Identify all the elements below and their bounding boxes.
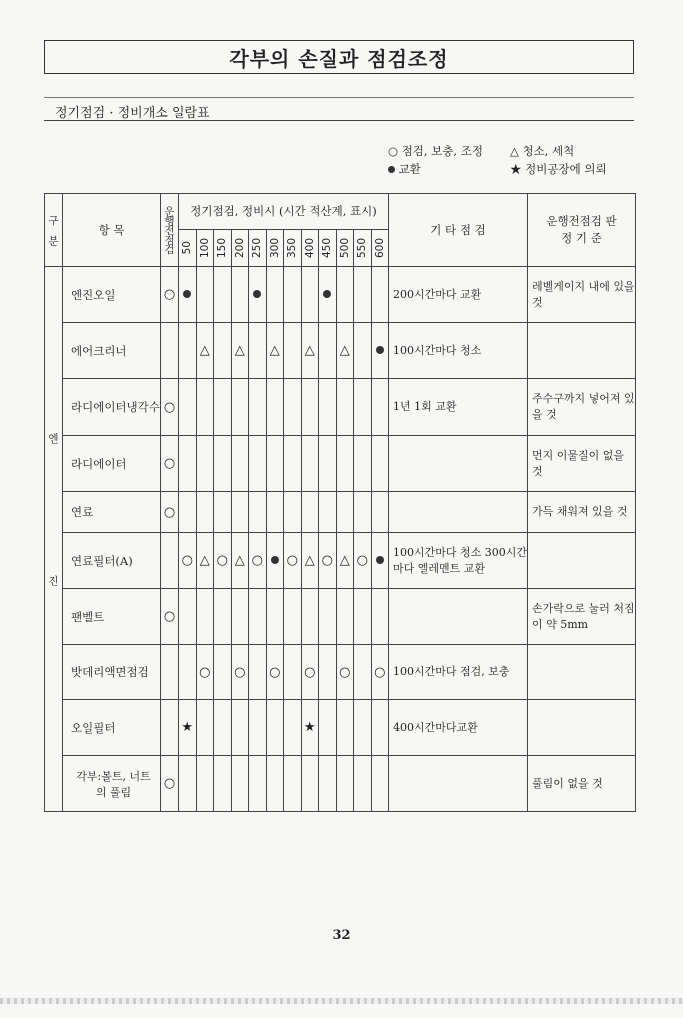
other-check: 100시간마다 청소 xyxy=(389,323,528,379)
interval-mark xyxy=(179,267,197,323)
interval-mark: ○ xyxy=(301,645,319,700)
other-check: 100시간마다 청소 300시간마다 엘레멘트 교환 xyxy=(389,533,528,589)
category-label: 엔 진 xyxy=(47,432,59,646)
interval-mark xyxy=(231,436,249,492)
interval-mark xyxy=(284,267,302,323)
criteria xyxy=(528,533,636,589)
hour-header xyxy=(231,230,249,267)
legend-star: ★ 정비공장에 의뢰 xyxy=(510,162,607,176)
page-title xyxy=(44,40,634,74)
interval-mark xyxy=(179,756,197,812)
table-row xyxy=(45,436,636,492)
interval-mark xyxy=(301,267,319,323)
interval-mark xyxy=(214,379,232,436)
header-category xyxy=(45,194,63,267)
hour-label: 150 xyxy=(216,237,229,259)
pre-check-mark: ○ xyxy=(161,436,179,492)
interval-mark xyxy=(336,700,354,756)
criteria: 풀림이 없을 것 xyxy=(528,756,636,812)
other-check: 400시간마다교환 xyxy=(389,700,528,756)
other-check: 1년 1회 교환 xyxy=(389,379,528,436)
interval-mark xyxy=(249,492,267,533)
interval-mark xyxy=(301,492,319,533)
item-name: 라디에이터 xyxy=(63,436,161,492)
pre-check-mark: ○ xyxy=(161,267,179,323)
criteria xyxy=(528,323,636,379)
interval-mark xyxy=(231,379,249,436)
header-other-check: 기 타 점 검 xyxy=(389,194,528,267)
table-row xyxy=(45,492,636,533)
pre-check-mark xyxy=(161,645,179,700)
interval-mark xyxy=(301,436,319,492)
hour-label: 200 xyxy=(233,237,246,259)
interval-mark xyxy=(196,589,214,645)
pre-check-mark xyxy=(161,700,179,756)
interval-mark: ○ xyxy=(249,533,267,589)
replace-dot-icon xyxy=(376,556,384,564)
other-check xyxy=(389,589,528,645)
interval-mark xyxy=(249,645,267,700)
item-name: 연료필터(A) xyxy=(63,533,161,589)
criteria: 레벨게이지 내에 있을 것 xyxy=(528,267,636,323)
interval-mark: ○ xyxy=(319,533,337,589)
interval-mark xyxy=(319,492,337,533)
hour-label: 350 xyxy=(286,237,299,259)
interval-mark xyxy=(214,589,232,645)
interval-mark xyxy=(249,323,267,379)
item-name: 팬벨트 xyxy=(63,589,161,645)
table-row xyxy=(45,267,636,323)
interval-mark: △ xyxy=(231,323,249,379)
legend-dot-label: 교환 xyxy=(398,162,421,176)
interval-mark xyxy=(249,379,267,436)
pre-check-mark: ○ xyxy=(161,379,179,436)
interval-mark xyxy=(354,267,372,323)
header-pre-check-text: 운행전점검 xyxy=(163,206,175,254)
interval-mark xyxy=(266,492,284,533)
interval-mark xyxy=(284,645,302,700)
interval-mark xyxy=(319,756,337,812)
interval-mark xyxy=(249,436,267,492)
interval-mark xyxy=(266,533,284,589)
replace-dot-icon xyxy=(323,290,331,298)
section-subtitle: 정기점검 · 정비개소 일람표 xyxy=(55,106,210,121)
table-row xyxy=(45,700,636,756)
interval-mark: ○ xyxy=(214,533,232,589)
other-check: 100시간마다 점검, 보충 xyxy=(389,645,528,700)
interval-mark xyxy=(319,645,337,700)
interval-mark xyxy=(354,323,372,379)
replace-dot-icon xyxy=(376,346,384,354)
replace-dot-icon xyxy=(183,290,191,298)
interval-mark xyxy=(196,267,214,323)
interval-mark: ○ xyxy=(196,645,214,700)
interval-mark xyxy=(284,756,302,812)
interval-mark xyxy=(336,589,354,645)
interval-mark xyxy=(371,323,389,379)
interval-mark xyxy=(371,756,389,812)
hour-header xyxy=(319,230,337,267)
interval-mark xyxy=(266,379,284,436)
pre-check-mark xyxy=(161,323,179,379)
item-name: 각부:볼트, 너트 의 풀림 xyxy=(63,756,161,812)
hour-header xyxy=(266,230,284,267)
divider xyxy=(44,120,634,121)
criteria: 손가락으로 눌러 처짐이 약 5mm xyxy=(528,589,636,645)
interval-mark xyxy=(371,700,389,756)
interval-mark xyxy=(266,589,284,645)
interval-mark xyxy=(336,379,354,436)
hour-label: 400 xyxy=(303,237,316,259)
interval-mark xyxy=(336,267,354,323)
table-row xyxy=(45,323,636,379)
dot-icon xyxy=(388,166,395,173)
item-name: 오일필터 xyxy=(63,700,161,756)
interval-mark xyxy=(371,533,389,589)
hour-label: 50 xyxy=(181,241,194,255)
interval-mark xyxy=(319,379,337,436)
interval-mark xyxy=(354,756,372,812)
header-pre-check xyxy=(161,194,179,267)
hour-header xyxy=(336,230,354,267)
category-cell xyxy=(45,267,63,812)
interval-mark: ★ xyxy=(179,700,197,756)
interval-mark: ○ xyxy=(336,645,354,700)
hour-label: 250 xyxy=(251,237,264,259)
other-check xyxy=(389,436,528,492)
interval-mark: △ xyxy=(301,323,319,379)
interval-mark xyxy=(179,436,197,492)
item-name: 엔진오일 xyxy=(63,267,161,323)
interval-mark xyxy=(249,589,267,645)
legend-triangle: △ 청소, 세척 xyxy=(510,144,575,158)
legend-circle: ○ 점검, 보충, 조정 xyxy=(388,144,483,158)
interval-mark xyxy=(319,267,337,323)
interval-mark xyxy=(196,756,214,812)
table-row xyxy=(45,756,636,812)
hour-header xyxy=(301,230,319,267)
interval-mark xyxy=(231,267,249,323)
interval-mark xyxy=(249,756,267,812)
hour-label: 450 xyxy=(321,237,334,259)
interval-mark: △ xyxy=(266,323,284,379)
pre-check-mark: ○ xyxy=(161,492,179,533)
interval-mark xyxy=(231,589,249,645)
interval-mark xyxy=(179,323,197,379)
interval-mark xyxy=(214,323,232,379)
interval-mark xyxy=(179,492,197,533)
interval-mark: ★ xyxy=(301,700,319,756)
table-row xyxy=(45,645,636,700)
interval-mark xyxy=(354,379,372,436)
replace-dot-icon xyxy=(271,556,279,564)
interval-mark xyxy=(371,267,389,323)
criteria xyxy=(528,700,636,756)
interval-mark xyxy=(354,492,372,533)
hour-header xyxy=(196,230,214,267)
criteria: 가득 채워져 있을 것 xyxy=(528,492,636,533)
pre-check-mark: ○ xyxy=(161,589,179,645)
hour-label: 550 xyxy=(356,237,369,259)
legend-dot xyxy=(388,161,421,177)
interval-mark xyxy=(196,436,214,492)
criteria: 먼지 이물질이 없을 것 xyxy=(528,436,636,492)
interval-mark xyxy=(354,436,372,492)
interval-mark: ○ xyxy=(266,645,284,700)
interval-mark: ○ xyxy=(231,645,249,700)
interval-mark: △ xyxy=(336,323,354,379)
interval-mark xyxy=(179,645,197,700)
interval-mark xyxy=(284,436,302,492)
page-title-text: 각부의 손질과 점검조정 xyxy=(229,46,449,71)
interval-mark xyxy=(214,700,232,756)
maintenance-table xyxy=(44,193,636,812)
header-item: 항 목 xyxy=(63,194,161,267)
header-periodic: 정기점검, 정비시 (시간 적산계, 표시) xyxy=(179,194,389,230)
table-row xyxy=(45,533,636,589)
interval-mark: △ xyxy=(231,533,249,589)
interval-mark xyxy=(196,492,214,533)
criteria: 주수구까지 넣어져 있을 것 xyxy=(528,379,636,436)
other-check: 200시간마다 교환 xyxy=(389,267,528,323)
hour-header xyxy=(214,230,232,267)
item-name: 밧데리액면점검 xyxy=(63,645,161,700)
interval-mark xyxy=(319,700,337,756)
interval-mark xyxy=(196,379,214,436)
interval-mark xyxy=(214,756,232,812)
interval-mark xyxy=(266,436,284,492)
header-category-text: 구 분 xyxy=(47,215,59,245)
interval-mark xyxy=(249,267,267,323)
interval-mark: △ xyxy=(196,533,214,589)
interval-mark xyxy=(371,436,389,492)
other-check xyxy=(389,756,528,812)
interval-mark xyxy=(214,436,232,492)
interval-mark xyxy=(284,323,302,379)
interval-mark: ○ xyxy=(179,533,197,589)
interval-mark xyxy=(231,700,249,756)
interval-mark xyxy=(266,700,284,756)
interval-mark: △ xyxy=(196,323,214,379)
item-name: 라디에이터냉각수 xyxy=(63,379,161,436)
interval-mark xyxy=(301,756,319,812)
interval-mark xyxy=(371,589,389,645)
interval-mark xyxy=(249,700,267,756)
criteria xyxy=(528,645,636,700)
interval-mark xyxy=(336,756,354,812)
interval-mark xyxy=(354,589,372,645)
hour-label: 100 xyxy=(198,237,211,259)
interval-mark xyxy=(231,492,249,533)
interval-mark xyxy=(336,492,354,533)
hour-label: 300 xyxy=(268,237,281,259)
interval-mark xyxy=(354,700,372,756)
hour-header xyxy=(284,230,302,267)
interval-mark: ○ xyxy=(284,533,302,589)
hour-header xyxy=(179,230,197,267)
interval-mark xyxy=(319,323,337,379)
header-criteria: 운행전점검 판 정 기 준 xyxy=(528,194,636,267)
interval-mark xyxy=(354,645,372,700)
interval-mark: △ xyxy=(301,533,319,589)
interval-mark xyxy=(266,267,284,323)
interval-mark xyxy=(214,492,232,533)
interval-mark xyxy=(179,379,197,436)
interval-mark xyxy=(284,589,302,645)
interval-mark: △ xyxy=(336,533,354,589)
hour-header xyxy=(249,230,267,267)
interval-mark xyxy=(196,700,214,756)
interval-mark xyxy=(231,756,249,812)
page-number: 32 xyxy=(332,928,351,943)
interval-mark xyxy=(371,379,389,436)
pre-check-mark: ○ xyxy=(161,756,179,812)
interval-mark xyxy=(336,436,354,492)
divider-top xyxy=(44,97,634,98)
hour-label: 500 xyxy=(338,237,351,259)
other-check xyxy=(389,492,528,533)
table-row xyxy=(45,589,636,645)
interval-mark xyxy=(319,589,337,645)
interval-mark xyxy=(301,589,319,645)
hour-header xyxy=(354,230,372,267)
interval-mark: ○ xyxy=(354,533,372,589)
hour-label: 600 xyxy=(373,237,386,259)
interval-mark xyxy=(319,436,337,492)
interval-mark xyxy=(284,492,302,533)
interval-mark xyxy=(284,700,302,756)
replace-dot-icon xyxy=(253,290,261,298)
pre-check-mark xyxy=(161,533,179,589)
item-name: 에어크리너 xyxy=(63,323,161,379)
hour-header xyxy=(371,230,389,267)
interval-mark xyxy=(284,379,302,436)
scan-artifact xyxy=(0,998,683,1004)
interval-mark: ○ xyxy=(371,645,389,700)
item-name: 연료 xyxy=(63,492,161,533)
interval-mark xyxy=(371,492,389,533)
interval-mark xyxy=(301,379,319,436)
table-row xyxy=(45,379,636,436)
interval-mark xyxy=(214,645,232,700)
interval-mark xyxy=(179,589,197,645)
interval-mark xyxy=(266,756,284,812)
interval-mark xyxy=(214,267,232,323)
